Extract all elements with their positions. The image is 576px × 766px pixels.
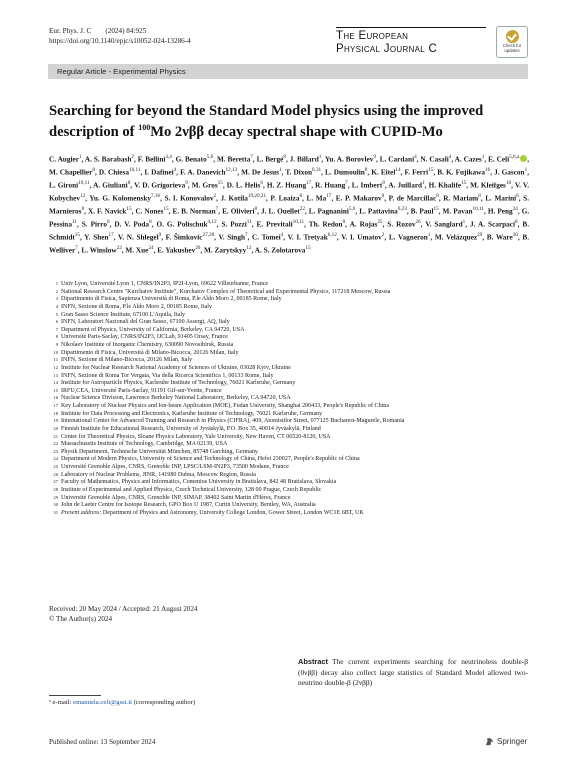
author-affiliation-marker: 11 xyxy=(246,219,252,225)
affiliation-item xyxy=(49,479,529,487)
affiliation-item xyxy=(49,388,529,396)
corresponding-author-footnote xyxy=(49,699,195,707)
author-name: X. F. Navick xyxy=(87,207,127,216)
springer-horse-icon xyxy=(485,737,494,746)
author-affiliation-marker: 4 xyxy=(173,167,177,173)
author-affiliation-marker: 9 xyxy=(158,232,162,238)
author-name: J. Billard xyxy=(289,155,319,164)
author-affiliation-marker: 22 xyxy=(299,206,305,212)
affiliation-item xyxy=(49,334,529,342)
author-affiliation-marker: 8 xyxy=(283,154,286,160)
author-affiliation-marker: 8 xyxy=(127,180,131,186)
author-name: J. Gascon xyxy=(494,168,525,177)
affiliation-number: 11 xyxy=(53,357,58,363)
author-affiliation-marker: 15 xyxy=(461,180,467,186)
author-name: C. Nones xyxy=(135,207,164,216)
affiliation-number: 10 xyxy=(53,349,58,355)
author-affiliation-marker: 9 xyxy=(381,193,385,199)
affiliation-text: Institute for Nuclear Research National Academy of Sciences of Ukraine, 03028 Kyiv, Ukraine xyxy=(61,364,291,371)
affiliation-text: Institute for Astroparticle Physics, Karlsruhe Institute of Technology, 76021 Karlsruhe, Germany xyxy=(61,380,296,387)
received-accepted: Received: 20 May 2024 / Accepted: 21 August 2024 xyxy=(49,605,198,613)
abstract xyxy=(298,657,528,689)
affiliation-item xyxy=(49,327,529,335)
affiliation-number: 4 xyxy=(55,303,58,309)
affiliation-number: 1 xyxy=(55,281,58,286)
author-affiliation-marker: 15 xyxy=(428,167,434,173)
author-affiliation-marker: 16 xyxy=(485,167,491,173)
author-name: M. Zarytskyy xyxy=(204,246,247,255)
author-name: E. Yakushev xyxy=(157,246,196,255)
affiliation-number: 15 xyxy=(53,387,58,393)
affiliation-text: INFN, Laboratori Nazionali del Gran Sasso, 67100 Assergi, AQ, Italy xyxy=(61,319,230,326)
author-affiliation-marker: 10,11 xyxy=(128,167,141,173)
author-affiliation-marker: 8 xyxy=(254,206,258,212)
author-affiliation-marker: 6,23 xyxy=(397,206,407,212)
affiliation-number: 26 xyxy=(53,471,58,477)
author-affiliation-marker: 8,31 xyxy=(312,167,322,173)
article-type-banner: Regular Article - Experimental Physics xyxy=(48,64,528,79)
affiliation-number: 19 xyxy=(53,418,58,424)
affiliation-item xyxy=(49,418,529,426)
author-name: M. De Jesus xyxy=(241,168,279,177)
author-name: F. Šimkovic xyxy=(165,233,203,242)
publisher-logo xyxy=(485,737,527,746)
author-name: A. Rojas xyxy=(349,220,378,229)
affiliation-text: Institute of Experimental and Applied Physics, Czech Technical University, 128 00 Prague, Czech Republic xyxy=(61,486,322,493)
author-affiliation-marker: 29 xyxy=(477,232,483,238)
author-affiliation-marker: 5,6 xyxy=(348,206,356,212)
title-text-2: Mo 2νββ decay spectral shape with CUPID-Mo xyxy=(150,123,443,140)
author-affiliation-marker: 17 xyxy=(306,180,312,186)
author-affiliation-marker: 26 xyxy=(195,245,201,251)
author-name: F. Ferri xyxy=(404,168,429,177)
affiliation-item xyxy=(49,403,529,411)
author-affiliation-marker: 4 xyxy=(414,154,417,160)
affiliation-item xyxy=(49,380,529,388)
author-name: Th. Redon xyxy=(308,220,343,229)
affiliation-item xyxy=(49,395,529,403)
author-affiliation-marker: 8 xyxy=(342,219,346,225)
affiliation-item xyxy=(49,319,529,327)
author-name: S. Rozov xyxy=(387,220,416,229)
author-name: R. Huang xyxy=(315,181,346,190)
present-address-label: Present address: xyxy=(61,509,103,516)
author-name: V. I. Tretyak xyxy=(287,233,328,242)
author-affiliation-marker: 26 xyxy=(415,219,421,225)
published-date: Published online: 13 September 2024 xyxy=(49,738,156,746)
author-affiliation-marker: 8 xyxy=(436,193,439,199)
affiliation-number: 18 xyxy=(53,410,58,416)
affiliation-item xyxy=(49,487,529,495)
present-address-text: Department of Physics and Astronomy, University College London, Gower Street, London WC1E 6BT, UK xyxy=(102,509,364,516)
author-name: S. Pozzi xyxy=(221,220,247,229)
abstract-label: Abstract xyxy=(298,657,328,666)
author-name: L. Gironi xyxy=(49,181,79,190)
affiliation-text: John de Laeter Centre for Isotope Research, GPO Box U 1987, Curtin University, Bentley, WA, Australia xyxy=(61,502,316,509)
author-affiliation-marker: 7 xyxy=(75,245,78,251)
affiliation-number: 29 xyxy=(53,494,58,500)
affiliation-number: 30 xyxy=(53,502,58,508)
author-name: F. Bellini xyxy=(137,155,166,164)
author-affiliation-marker: 1 xyxy=(524,167,528,173)
author-name: L. Dumoulin xyxy=(325,168,365,177)
author-name: S. I. Konovalov xyxy=(164,194,214,203)
author-affiliation-marker: 8 xyxy=(364,167,368,173)
author-affiliation-marker: 19,20,21 xyxy=(247,193,267,199)
article-dates xyxy=(49,605,198,624)
author-affiliation-marker: 1 xyxy=(318,154,322,160)
present-address xyxy=(49,510,529,518)
author-name: G. Benato xyxy=(175,155,207,164)
author-affiliation-marker: 17 xyxy=(108,232,114,238)
affiliation-text: Faculty of Mathematics, Physics and Informatics, Comenius University in Bratislava, 842 48 Bratislava, Slovakia xyxy=(61,479,337,486)
affiliation-text: Université Grenoble Alpes, CNRS, Grenoble INP, SIMAP, 38402 Saint Martin d'Hères, France xyxy=(61,494,291,501)
affiliation-item xyxy=(49,304,529,312)
author-name: J. L. Ouellet xyxy=(261,207,300,216)
affiliation-number: 5 xyxy=(55,311,58,317)
affiliation-number: 22 xyxy=(53,441,58,447)
affiliation-number: 12 xyxy=(53,364,58,370)
affiliation-number: 3 xyxy=(55,296,58,302)
author-name: E. Celi xyxy=(488,155,510,164)
author-name: V. N. Shlegel xyxy=(118,233,159,242)
author-affiliation-marker: 15 xyxy=(305,245,311,251)
author-affiliation-marker: 1 xyxy=(278,167,282,173)
affiliation-number: 21 xyxy=(53,433,58,439)
affiliation-text: Department of Physics, University of California, Berkeley, CA 94720, USA xyxy=(61,326,245,333)
author-affiliation-marker: 12,13 xyxy=(225,167,238,173)
author-name: M. Velázquez xyxy=(434,233,478,242)
author-name: L. Pagnanini xyxy=(308,207,349,216)
footnote-divider xyxy=(49,695,101,696)
affiliation-text: Université Paris-Saclay, CNRS/IN2P3, IJCLab, 91405 Orsay, France xyxy=(61,334,228,341)
author-affiliation-marker: 7 xyxy=(244,232,248,238)
affiliation-number: 27 xyxy=(53,479,58,485)
author-name: Y. Shen xyxy=(84,233,109,242)
author-affiliation-marker: 1 xyxy=(462,219,466,225)
author-name: Yu. G. Kolomensky xyxy=(89,194,152,203)
author-name: I. Dafinei xyxy=(144,168,174,177)
title-text-1: Searching for beyond the Standard Model physics using the improved description of xyxy=(49,103,484,140)
author-name: L. Ma xyxy=(306,194,327,203)
author-affiliation-marker: 5,6 xyxy=(206,154,214,160)
author-name: L. Pattavina xyxy=(359,207,398,216)
author-affiliation-marker: 30 xyxy=(512,232,518,238)
author-name: B. Welliver xyxy=(49,233,530,255)
author-name: P. de Marcillac xyxy=(388,194,437,203)
author-name: E. B. Norman xyxy=(172,207,216,216)
author-affiliation-marker: 6 xyxy=(516,193,519,199)
affiliation-number: 13 xyxy=(53,372,58,378)
author-affiliation-marker: 1 xyxy=(427,232,431,238)
author-affiliation-marker: 1 xyxy=(481,154,485,160)
journal-title-line-2: Physical Journal C xyxy=(336,43,438,55)
affiliation-text: Nikolaev Institute of Inorganic Chemistry, 630090 Novosibirsk, Russia xyxy=(61,342,234,348)
author-name: V. I. Umatov xyxy=(341,233,382,242)
author-name: C. Augier xyxy=(49,155,79,164)
email-link[interactable]: emanuela.celi@gssi.it xyxy=(73,699,133,706)
author-affiliation-marker: 8 xyxy=(515,219,518,225)
article-title xyxy=(49,103,529,140)
affiliation-text: Center for Theoretical Physics, Sloane Physics Laboratory, Yale University, New Haven, CT 06520-8120, USA xyxy=(61,433,331,440)
author-affiliation-marker: 4 xyxy=(448,154,452,160)
author-name: H. Z. Huang xyxy=(266,181,307,190)
journal-abbrev: Eur. Phys. J. C xyxy=(49,27,92,35)
author-list: C. Augier$^1$, A. S. Barabash$^2$, F. Bellini$^{3,4}$, G. Benato$^{5,6}$, M. Beretta$^7$, L. Bergé$^8$, J. Billard$^1$, Yu. A. Borovlev$^9$, L. Cardani$^4$, N. Casali$^4$, A. Cazes$^1$, E. Celi$^{5,6,a}$ , M. Chapellier$^8$, D. Chiesa$^{10,11}$, I. Dafinei$^4$, F. A. Danevich$^{12,13}$, M. De Jesus$^1$, T. Dixon$^{8,31}$, L. Dumoulin$^8$, K. Eitel$^{14}$, F. Ferri$^{15}$, B. K. Fujikawa$^{16}$, J. Gascon$^1$, L. Gironi$^{10,11}$, A. Giuliani$^8$, V. D. Grigorieva$^9$, M. Gros$^{15}$, D. L. Helis$^6$, H. Z. Huang$^{17}$, R. Huang$^7$, L. Imbert$^8$, A. Juillard$^1$, H. Khalife$^{15}$, M. Kleifges$^{18}$, V. V. Kobychev$^{12}$, Yu. G. Kolomensky$^{7,16}$, S. I. Konovalov$^2$, J. Kotila$^{19,20,21}$, P. Loaiza$^8$, L. Ma$^{17}$, E. P. Makarov$^9$, P. de Marcillac$^8$, R. Mariam$^8$, L. Marini$^6$, S. Marnieros$^8$, X. F. Navick$^{15}$, C. Nones$^{15}$, E. B. Norman$^7$, E. Olivieri$^8$, J. L. Ouellet$^{22}$, L. Pagnanini$^{5,6}$, L. Pattavina$^{6,23}$, B. Paul$^{15}$, M. Pavan$^{10,11}$, H. Peng$^{24}$, G. Pessina$^{11}$, S. Pirro$^6$, D. V. Poda$^8$, O. G. Polischuk$^{4,12}$, S. Pozzi$^{11}$, E. Previtali$^{10,11}$, Th. Redon$^8$, A. Rojas$^{25}$, S. Rozov$^{26}$, V. Sanglard$^1$, J. A. Scarpaci$^8$, B. Schmidt$^{15}$, Y. Shen$^{17}$, V. N. Shlegel$^9$, F. Šimkovic$^{27,28}$, V. Singh$^7$, C. Tomei$^4$, V. I. Tretyak$^{6,12}$, V. I. Umatov$^2$, L. Vagneron$^1$, M. Velázquez$^{29}$, B. Ware$^{30}$, B. Welliver$^7$, L. Winslow$^{22}$, M. Xue$^{24}$, E. Yakushev$^{26}$, M. Zarytskyy$^{12}$, A. S. Zolotarova$^{15}$ xyxy=(49,154,530,255)
author-name: A. S. Zolotarova xyxy=(254,246,306,255)
affiliation-item xyxy=(49,441,529,449)
author-name: F. A. Danevich xyxy=(180,168,226,177)
affiliation-item xyxy=(49,434,529,442)
affiliation-number: 9 xyxy=(55,342,58,347)
author-affiliation-marker: 22 xyxy=(116,245,122,251)
author-affiliation-marker: 15 xyxy=(433,206,439,212)
author-name: V. Sanglard xyxy=(425,220,463,229)
author-name: D. Chiesa xyxy=(98,168,129,177)
check-for-updates-button[interactable] xyxy=(496,26,528,58)
affiliation-text: Université Grenoble Alpes, CNRS, Grenoble INP, LPSC/LSM-IN2P3, 73500 Modane, France xyxy=(61,464,289,470)
affiliation-item xyxy=(49,342,529,350)
author-name: V. Singh xyxy=(218,233,245,242)
author-name: R. Mariam xyxy=(443,194,479,203)
author-affiliation-marker: 8 xyxy=(92,167,95,173)
author-affiliation-marker: 8 xyxy=(382,180,385,186)
author-affiliation-marker: 9 xyxy=(185,180,188,186)
affiliation-item xyxy=(49,495,529,503)
footnote-prefix: ᵃ e-mail: xyxy=(49,699,74,706)
affiliation-text: Institute for Data Processing and Electronics, Karlsruhe Institute of Technology, 76021 Karlsruhe, Germany xyxy=(61,410,323,417)
affiliation-text: Nuclear Science Division, Lawrence Berkeley National Laboratory, Berkeley, CA 94720, USA xyxy=(61,395,291,402)
affiliation-item xyxy=(49,426,529,434)
author-name: B. Ware xyxy=(486,233,513,242)
affiliation-item xyxy=(49,289,529,297)
doi-link[interactable]: https://doi.org/10.1140/epjc/s10052-024-13286-4 xyxy=(49,36,191,45)
author-affiliation-marker: 2 xyxy=(213,193,217,199)
author-affiliation-marker: 8 xyxy=(149,219,152,225)
author-name: Yu. A. Borovlev xyxy=(324,155,374,164)
affiliation-text: National Research Centre "Kurchatov Institute", Kurchatov Complex of Theoretical and Experimental Physics, 117218 Moscow, Russia xyxy=(61,288,391,295)
author-affiliation-marker: 7 xyxy=(345,180,348,186)
affiliation-item xyxy=(49,464,529,472)
year-volume: (2024) 84:925 xyxy=(105,27,147,35)
author-affiliation-marker: 14 xyxy=(395,167,401,173)
author-name: A. Cazes xyxy=(454,155,482,164)
journal-title-line-1: The European xyxy=(336,27,486,43)
author-name: E. Olivieri xyxy=(222,207,255,216)
author-affiliation-marker: 24 xyxy=(512,206,518,212)
author-name: A. Juillard xyxy=(388,181,423,190)
author-affiliation-marker: 18 xyxy=(505,180,512,186)
author-affiliation-marker: 12 xyxy=(80,193,86,199)
author-name: M. Chapellier xyxy=(49,168,93,177)
author-affiliation-marker: 10,11 xyxy=(472,206,485,212)
affiliation-item xyxy=(49,357,529,365)
affiliation-text: INFN, Sezione di Milano-Bicocca, 20126 Milan, Italy xyxy=(61,357,193,364)
affiliation-item xyxy=(49,281,529,289)
author-affiliation-marker: 6,12 xyxy=(327,232,337,238)
affiliation-text: INFN, Sezione di Roma, P.le Aldo Moro 2, 00185 Rome, Italy xyxy=(61,303,212,310)
author-name: V. V. Kobychev xyxy=(49,181,530,203)
author-name: H. Peng xyxy=(487,207,513,216)
affiliation-number: 28 xyxy=(53,486,58,492)
author-name: S. Marnieros xyxy=(49,194,530,216)
affiliation-text: International Center for Advanced Training and Research in Physics (CIFRA), 409, Atomistilor Street, 077125 Bucharest-Magurele, Romania xyxy=(61,418,405,425)
author-name: M. Beretta xyxy=(216,155,251,164)
title-isotope-mass: 100 xyxy=(138,122,151,132)
author-name: E. P. Makarov xyxy=(335,194,382,203)
author-name: L. Winslow xyxy=(81,246,117,255)
affiliation-number: 17 xyxy=(53,403,58,408)
author-affiliation-marker: 11 xyxy=(71,219,77,225)
author-affiliation-marker: 8 xyxy=(478,193,481,199)
journal-logo xyxy=(336,27,486,56)
author-name: L. Bergé xyxy=(256,155,284,164)
copyright: © The Author(s) 2024 xyxy=(49,614,112,623)
affiliation-number: 16 xyxy=(53,395,58,401)
author-affiliation-marker: 4,12 xyxy=(207,219,217,225)
author-affiliation-marker: 15 xyxy=(74,232,80,238)
affiliation-number: 31 xyxy=(53,509,58,515)
author-affiliation-marker: 5,6,a xyxy=(509,154,520,160)
affiliation-text: INFN, Sezione di Roma Tor Vergata, Via della Ricerca Scientifica 1, 00133 Rome, Italy xyxy=(61,372,274,379)
affiliation-text: Finnish Institute for Educational Research, University of Jyväskylä, P.O. Box 35, 40014 Jyväskylä, Finland xyxy=(61,425,321,432)
article-header-info xyxy=(49,27,191,46)
author-affiliation-marker: 15 xyxy=(163,206,169,212)
author-name: C. Tomei xyxy=(252,233,281,242)
author-affiliation-marker: 10,11 xyxy=(292,219,305,225)
author-affiliation-marker: 15 xyxy=(126,206,132,212)
author-affiliation-marker: 7 xyxy=(215,206,219,212)
affiliation-number: 8 xyxy=(55,334,58,340)
author-name: L. Vagneron xyxy=(388,233,428,242)
affiliation-text: Massachusetts Institute of Technology, Cambridge, MA 02139, USA xyxy=(61,441,228,448)
affiliation-text: Gran Sasso Science Institute, 67100 L'Aquila, Italy xyxy=(61,311,186,318)
affiliation-text: Physik Department, Technische Universität München, 85748 Garching, Germany xyxy=(61,448,258,455)
affiliation-text: Department of Modern Physics, University of Science and Technology of China, Hefei 230027, People's Republic of China xyxy=(61,456,360,463)
affiliation-number: 6 xyxy=(55,319,58,325)
affiliation-text: Dipartimento di Fisica, Sapienza Università di Roma, P.le Aldo Moro 2, 00185 Rome, Italy xyxy=(61,296,282,303)
author-affiliation-marker: 7 xyxy=(250,154,253,160)
affiliation-number: 23 xyxy=(53,448,58,454)
author-affiliation-marker: 1 xyxy=(422,180,425,186)
author-name: B. Paul xyxy=(410,207,434,216)
author-name: N. Casali xyxy=(420,155,449,164)
affiliation-text: Key Laboratory of Nuclear Physics and Ion-beam Application (MOE), Fudan University, Shanghai 200433, People's Republic of China xyxy=(61,403,390,409)
affiliation-item xyxy=(49,502,529,510)
author-affiliation-marker: 27,28 xyxy=(202,232,215,238)
checkmark-icon xyxy=(506,30,519,43)
affiliation-item xyxy=(49,312,529,320)
affiliation-item xyxy=(49,365,529,373)
affiliation-text: IRFU,CEA, Université Paris-Saclay, 91191 Gif-sur-Yvette, France xyxy=(61,387,222,394)
author-affiliation-marker: 7,16 xyxy=(151,193,161,199)
author-affiliation-marker: 9 xyxy=(373,154,376,160)
author-name: D. V. Poda xyxy=(114,220,150,229)
publisher-name: Springer xyxy=(497,737,528,746)
orcid-icon[interactable] xyxy=(520,155,527,162)
author-name: T. Dixon xyxy=(285,168,313,177)
affiliation-item xyxy=(49,350,529,358)
affiliation-text: Laboratory of Nuclear Problems, JINR, 141980 Dubna, Moscow Region, Russia xyxy=(61,471,256,478)
author-affiliation-marker: 25 xyxy=(377,219,383,225)
author-affiliation-marker: 1 xyxy=(78,154,82,160)
author-name: L. Marini xyxy=(485,194,517,203)
author-affiliation-marker: 6 xyxy=(106,219,110,225)
author-name: K. Eitel xyxy=(371,168,396,177)
author-affiliation-marker: 8 xyxy=(81,206,85,212)
author-name: M. Xue xyxy=(125,246,149,255)
author-affiliation-marker: 3,4 xyxy=(165,154,172,160)
author-affiliation-marker: 2 xyxy=(381,232,385,238)
affiliation-number: 7 xyxy=(55,326,58,332)
author-affiliation-marker: 6 xyxy=(260,180,263,186)
affiliation-item xyxy=(49,456,529,464)
author-name: M. Kleifges xyxy=(470,181,506,190)
author-name: G. Pessina xyxy=(49,207,530,229)
check-updates-label: Check for updates xyxy=(502,43,522,53)
author-name: M. Pavan xyxy=(442,207,473,216)
author-name: E. Previtali xyxy=(256,220,293,229)
affiliation-number: 24 xyxy=(53,456,58,462)
affiliation-text: Dipartimento di Fisica, Università di Milano-Bicocca, 20126 Milan, Italy xyxy=(61,349,239,356)
author-name: B. Schmidt xyxy=(49,220,530,242)
author-affiliation-marker: 4 xyxy=(280,232,284,238)
author-affiliation-marker: 2 xyxy=(131,154,134,160)
affiliation-text: Univ Lyon, Université Lyon 1, CNRS/IN2P3, IP2I-Lyon, 69622 Villeurbanne, France xyxy=(61,281,269,287)
author-affiliation-marker: 15 xyxy=(217,180,223,186)
affiliation-number: 2 xyxy=(55,288,58,294)
author-name: A. Giuliani xyxy=(93,181,128,190)
abstract-text: The current experiments searching for neutrinoless double-β (0νββ) decay also collect large statistics of Standard Model allowed two-neutrino double-β (2νββ) xyxy=(298,657,528,688)
author-name: S. Pirro xyxy=(81,220,107,229)
affiliation-number: 14 xyxy=(53,380,58,386)
affiliation-number: 20 xyxy=(53,425,58,431)
author-affiliation-marker: 10,11 xyxy=(78,180,90,186)
author-affiliation-marker: 8 xyxy=(299,193,303,199)
affiliation-number: 25 xyxy=(53,464,58,469)
author-name: B. K. Fujikawa xyxy=(437,168,485,177)
affiliation-item xyxy=(49,296,529,304)
author-name: J. Kotila xyxy=(220,194,248,203)
author-name: L. Imbert xyxy=(351,181,383,190)
author-name: V. D. Grigorieva xyxy=(134,181,186,190)
author-name: L. Cardani xyxy=(379,155,415,164)
author-name: P. Loaiza xyxy=(270,194,300,203)
affiliation-list xyxy=(49,281,529,517)
footnote-suffix: (corresponding author) xyxy=(132,699,196,706)
author-affiliation-marker: 24 xyxy=(148,245,154,251)
author-affiliation-marker: 12 xyxy=(246,245,252,251)
author-name: H. Khalife xyxy=(428,181,462,190)
author-name: M. Gros xyxy=(191,181,218,190)
affiliation-item xyxy=(49,373,529,381)
author-name: A. S. Barabash xyxy=(84,155,132,164)
author-name: O. G. Polischuk xyxy=(156,220,208,229)
author-affiliation-marker: 17 xyxy=(326,193,332,199)
author-name: J. A. Scarpaci xyxy=(470,220,516,229)
author-name: D. L. Helis xyxy=(226,181,261,190)
